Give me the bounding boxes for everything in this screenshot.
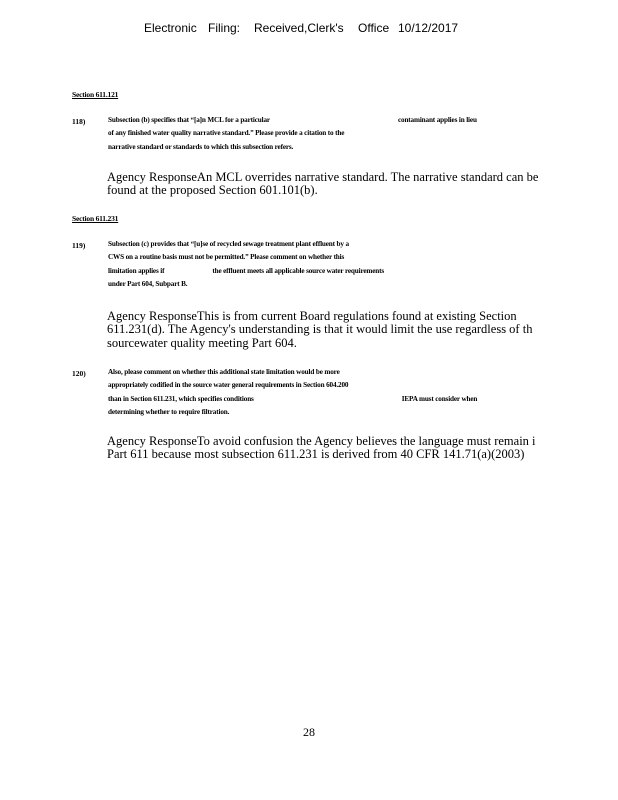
section-title: Section 611.121 bbox=[72, 90, 119, 99]
agency-response: Agency ResponseTo avoid confusion the Agency believes the language must remain i Part 611 because most subsection 611.231 is derived from 40 CFR 141.71(a)(2003) bbox=[107, 434, 536, 462]
agency-response: Agency ResponseAn MCL overrides narrative standard. The narrative standard can be found at the proposed Section 601.101(b). bbox=[107, 170, 539, 198]
page-number: 28 bbox=[303, 725, 315, 739]
question-number: 118) bbox=[72, 117, 86, 126]
header-received: Received,Clerk's bbox=[254, 21, 344, 35]
header-office: Office bbox=[358, 21, 390, 35]
header-filing: Filing: bbox=[208, 21, 241, 35]
question-number: 119) bbox=[72, 241, 86, 250]
header-electronic: Electronic bbox=[144, 21, 197, 35]
header-date: 10/12/2017 bbox=[398, 21, 459, 35]
section-title: Section 611.231 bbox=[72, 214, 119, 223]
question-text: Subsection (b) specifies that “[a]n MCL for a particular contaminant applies in lieu of any finished water quality narrative standard.” Please provide a citation to the narrative standard or standards to which this subsection refers. bbox=[108, 116, 477, 151]
question-text: Also, please comment on whether this additional state limitation would be more appropriately codified in the source water general requirements in Section 604.200 than in Section 611.231, which specifies conditions IEPA must consider when determining whether to require filtration. bbox=[108, 368, 478, 416]
question-number: 120) bbox=[72, 369, 86, 378]
question-text: Subsection (c) provides that “[u]se of recycled sewage treatment plant effluent by a CWS on a routine basis must not be permitted.” Please comment on whether this limitation applies if the effluent meets all applicable source water requirements under Part 604, Subpart B. bbox=[108, 240, 385, 288]
agency-response: Agency ResponseThis is from current Board regulations found at existing Section 611.231(d). The Agency's understanding is that it would limit the use regardless of th sourcewater quality meeting Part 604. bbox=[107, 309, 533, 350]
